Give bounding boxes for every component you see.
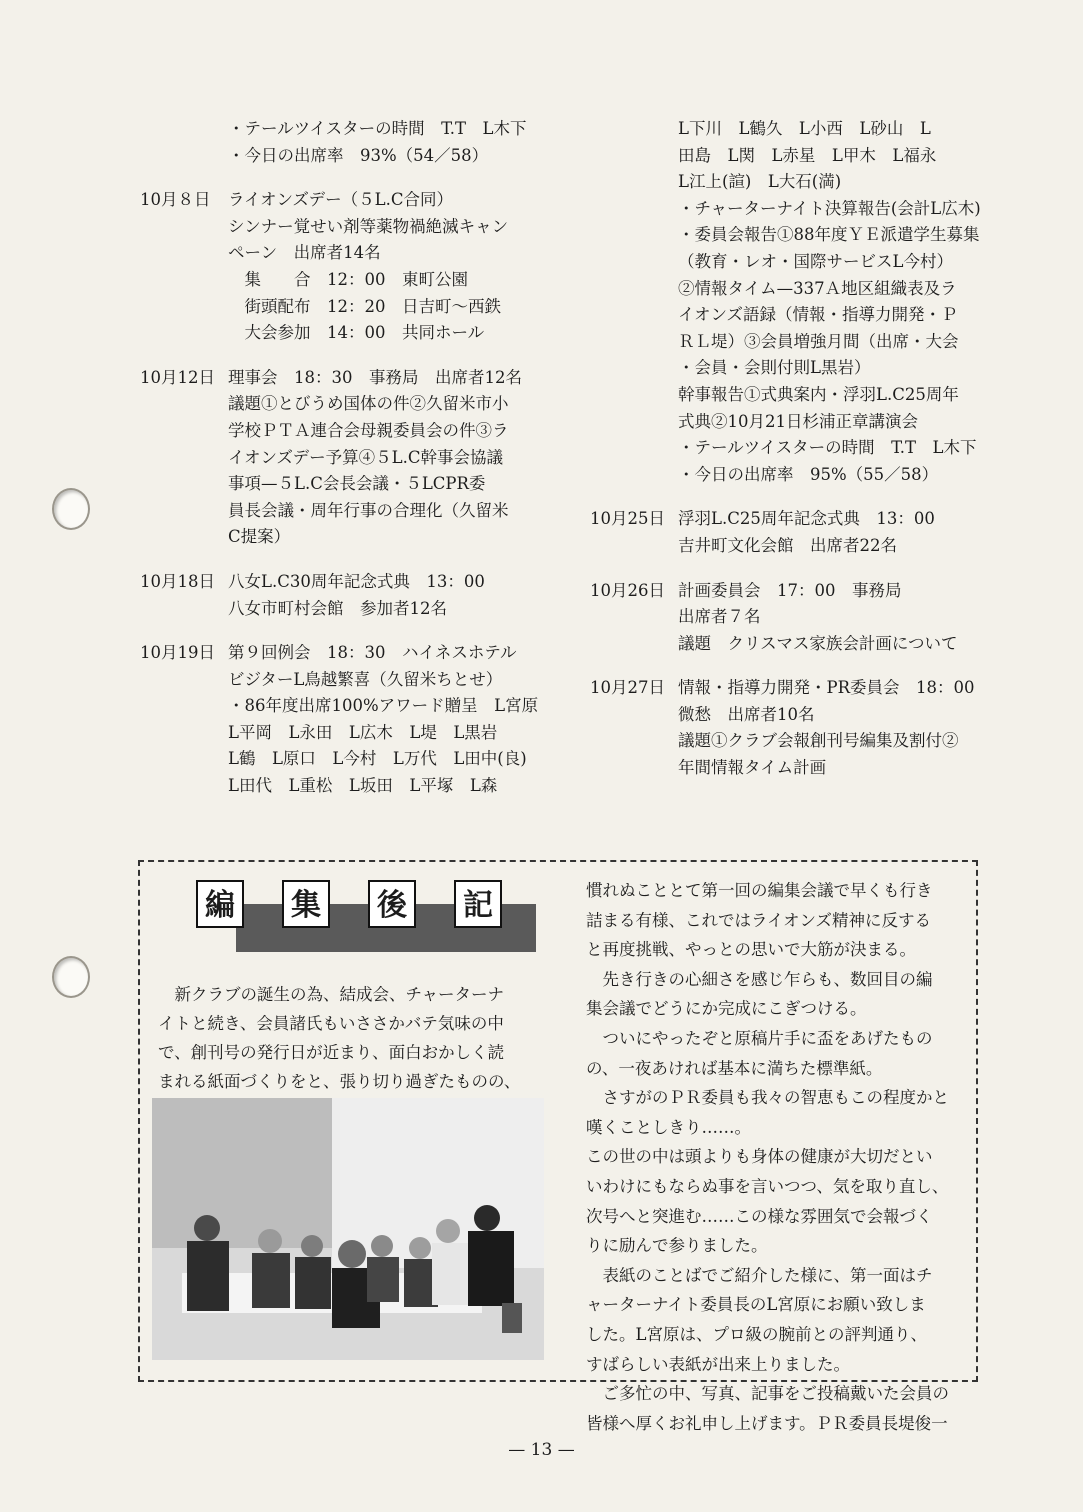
editorial-line: ャーターナイト委員長のL宮原にお願い致しま (586, 1295, 926, 1315)
entry-line: L江上(諠) L大石(満) (678, 172, 842, 192)
entry-line: C提案） (228, 527, 291, 547)
entry-date (590, 116, 678, 488)
heading-char-4: 記 (454, 880, 502, 928)
entry-line: 出席者７名 (678, 607, 761, 627)
entry-line: L平岡 L永田 L広木 L堤 L黒岩 (228, 722, 498, 742)
entry-body (228, 365, 550, 551)
editorial-line: 皆様へ厚くお礼申し上げます。ＰＲ委員長堤俊一 (586, 1413, 948, 1433)
entry-line: ・今日の出席率 95%（55／58） (678, 464, 939, 484)
entry-date: 10月18日 (140, 571, 215, 591)
editorial-right-text (586, 876, 966, 1438)
editorial-line: 詰まる有様、これではライオンズ精神に反する (586, 910, 932, 930)
entry-date: 10月25日 (590, 509, 665, 529)
entry-line: シンナー覚せい剤等薬物禍絶滅キャン (228, 216, 509, 236)
schedule-entry (590, 675, 990, 781)
punch-hole-bottom (52, 956, 90, 998)
entry-line: 年間情報タイム計画 (678, 758, 827, 778)
entry-body (678, 116, 990, 488)
entry-date: 10月19日 (140, 643, 215, 663)
entry-line: L下川 L鶴久 L小西 L砂山 L (678, 119, 931, 138)
entry-body (678, 675, 990, 781)
photo-illustration (152, 1098, 544, 1360)
entry-line: ＲＬ堤）③会員増強月間（出席・大会 (678, 331, 959, 351)
editorial-line: の、一夜あければ基本に満ちた標準紙。 (586, 1058, 883, 1078)
entry-line: 議題①とびうめ国体の件②久留米市小 (228, 394, 509, 414)
editorial-line: で、創刊号の発行日が近まり、面白おかしく読 (158, 1043, 505, 1062)
entry-line: ペーン 出席者14名 (228, 243, 381, 263)
entry-date: 10月27日 (590, 678, 665, 698)
entry-date: 10月26日 (590, 580, 665, 600)
entry-line: ・委員会報告①88年度ＹＥ派遣学生募集 (678, 225, 980, 245)
entry-line: 議題 クリスマス家族会計画について (678, 633, 958, 653)
entry-line: 微愁 出席者10名 (678, 704, 815, 724)
editorial-line: さすがのＰＲ委員も我々の智恵もこの程度かと (586, 1088, 949, 1108)
entry-line: イオンズデー予算④５L.C幹事会協議 (228, 447, 504, 467)
schedule-entry (590, 116, 990, 488)
entry-body (678, 578, 990, 658)
entry-line: ・86年度出席100%アワード贈呈 L宮原 (228, 696, 539, 716)
entry-body (228, 640, 550, 800)
entry-line: 情報・指導力開発・PR委員会 18：00 (678, 678, 975, 698)
entry-line: 大会参加 14：00 共同ホール (228, 323, 485, 343)
entry-line: 街頭配布 12：20 日吉町〜西鉄 (228, 296, 501, 316)
entry-line: （教育・レオ・国際サービスL今村） (678, 251, 953, 271)
entry-line: L田代 L重松 L坂田 L平塚 L森 (228, 776, 498, 796)
entry-body (228, 569, 550, 622)
schedule-entry (140, 187, 550, 347)
entry-line: 八女市町村会館 参加者12名 (228, 598, 447, 618)
entry-line: ・会員・会則付則L黒岩） (678, 358, 871, 378)
editorial-line: 嘆くことしきり……。 (586, 1117, 751, 1137)
left-column (140, 116, 550, 818)
editorial-line: 慣れぬこととて第一回の編集会議で早くも行き (586, 881, 933, 900)
entry-date: 10月12日 (140, 367, 215, 387)
editorial-line: いわけにもならぬ事を言いつつ、気を取り直し、 (586, 1176, 949, 1196)
entry-line: 第９回例会 18：30 ハイネスホテル (228, 643, 517, 663)
schedule-entry (140, 640, 550, 800)
entry-line: 式典②10月21日杉浦正章講演会 (678, 411, 918, 431)
editorial-box (138, 860, 978, 1433)
entry-line: 計画委員会 17：00 事務局 (678, 580, 902, 600)
entry-line: イオンズ語録（情報・指導力開発・Ｐ (678, 305, 958, 325)
editorial-line: りに励んで参りました。 (586, 1236, 768, 1256)
editorial-line: 次号へと突進む……この様な雰囲気で会報づく (586, 1206, 933, 1226)
entry-line: 八女L.C30周年記念式典 13：00 (228, 571, 485, 591)
page-number: — 13 — (508, 1440, 575, 1460)
editorial-line: した。L宮原は、プロ級の腕前との評判通り、 (586, 1324, 927, 1344)
entry-line: 幹事報告①式典案内・浮羽L.C25周年 (678, 384, 959, 404)
editorial-line: 表紙のことばでご紹介した様に、第一面はチ (586, 1265, 933, 1285)
entry-line: ・チャーターナイト決算報告(会計L広木) (678, 198, 981, 218)
entry-line: L鶴 L原口 L今村 L万代 L田中(良) (228, 749, 527, 769)
group-photo (152, 1098, 544, 1360)
editorial-line: 集会議でどうにか完成にこぎつける。 (586, 999, 867, 1019)
entry-line: 浮羽L.C25周年記念式典 13：00 (678, 509, 935, 529)
entry-date: 10月８日 (140, 190, 211, 210)
entry-line: 事項—５L.C会長会議・５LCPR委 (228, 474, 486, 494)
entry-body (678, 506, 990, 559)
editorial-heading (196, 880, 506, 940)
entry-line: 学校ＰＴＡ連合会母親委員会の件③ラ (228, 420, 509, 440)
schedule-entry (590, 578, 990, 658)
entry-line: 吉井町文化会館 出席者22名 (678, 535, 897, 555)
entry-line: ビジターL鳥越繁喜（久留米ちとせ） (228, 669, 503, 689)
entry-line: ライオンズデー（５L.C合同） (228, 190, 454, 210)
entry-line: 田島 L関 L赤星 L甲木 L福永 (678, 145, 937, 165)
heading-char-1: 編 (196, 880, 244, 928)
punch-hole-top (52, 488, 90, 530)
heading-char-2: 集 (282, 880, 330, 928)
entry-line: ・今日の出席率 93%（54／58） (228, 145, 489, 165)
entry-body (228, 116, 550, 169)
editorial-line: ついにやったぞと原稿片手に盃をあげたもの (586, 1028, 933, 1048)
heading-char-3: 後 (368, 880, 416, 928)
editorial-line: まれる紙面づくりをと、張り切り過ぎたものの、 (158, 1072, 521, 1091)
editorial-line: イトと続き、会員諸氏もいささかバテ気味の中 (158, 1014, 504, 1033)
entry-line: ・テールツイスターの時間 T.T L木下 (678, 438, 977, 458)
entry-line: ・テールツイスターの時間 T.T L木下 (228, 119, 527, 138)
entry-body (228, 187, 550, 347)
schedule-entry (590, 506, 990, 559)
editorial-line: ご多忙の中、写真、記事をご投稿戴いた会員の (586, 1384, 949, 1404)
entry-line: 集 合 12：00 東町公園 (228, 269, 468, 289)
schedule-entry (140, 116, 550, 169)
editorial-line: 新クラブの誕生の為、結成会、チャーターナ (158, 985, 505, 1004)
entry-line: 員長会議・周年行事の合理化（久留米 (228, 500, 509, 520)
entry-date (140, 116, 228, 169)
entry-line: 理事会 18：30 事務局 出席者12名 (228, 367, 522, 387)
editorial-line: 先き行きの心細さを感じ乍らも、数回目の編 (586, 969, 933, 989)
editorial-left-text (158, 980, 548, 1096)
editorial-line: この世の中は頭よりも身体の健康が大切だとい (586, 1147, 933, 1167)
schedule-entry (140, 569, 550, 622)
editorial-line: と再度挑戦、やっとの思いで大筋が決まる。 (586, 940, 916, 960)
schedule-entry (140, 365, 550, 551)
right-column (590, 116, 990, 800)
editorial-line: すばらしい表紙が出来上りました。 (586, 1354, 850, 1374)
entry-line: 議題①クラブ会報創刊号編集及割付② (678, 731, 959, 751)
entry-line: ②情報タイム—337Ａ地区組織表及ラ (678, 278, 957, 298)
